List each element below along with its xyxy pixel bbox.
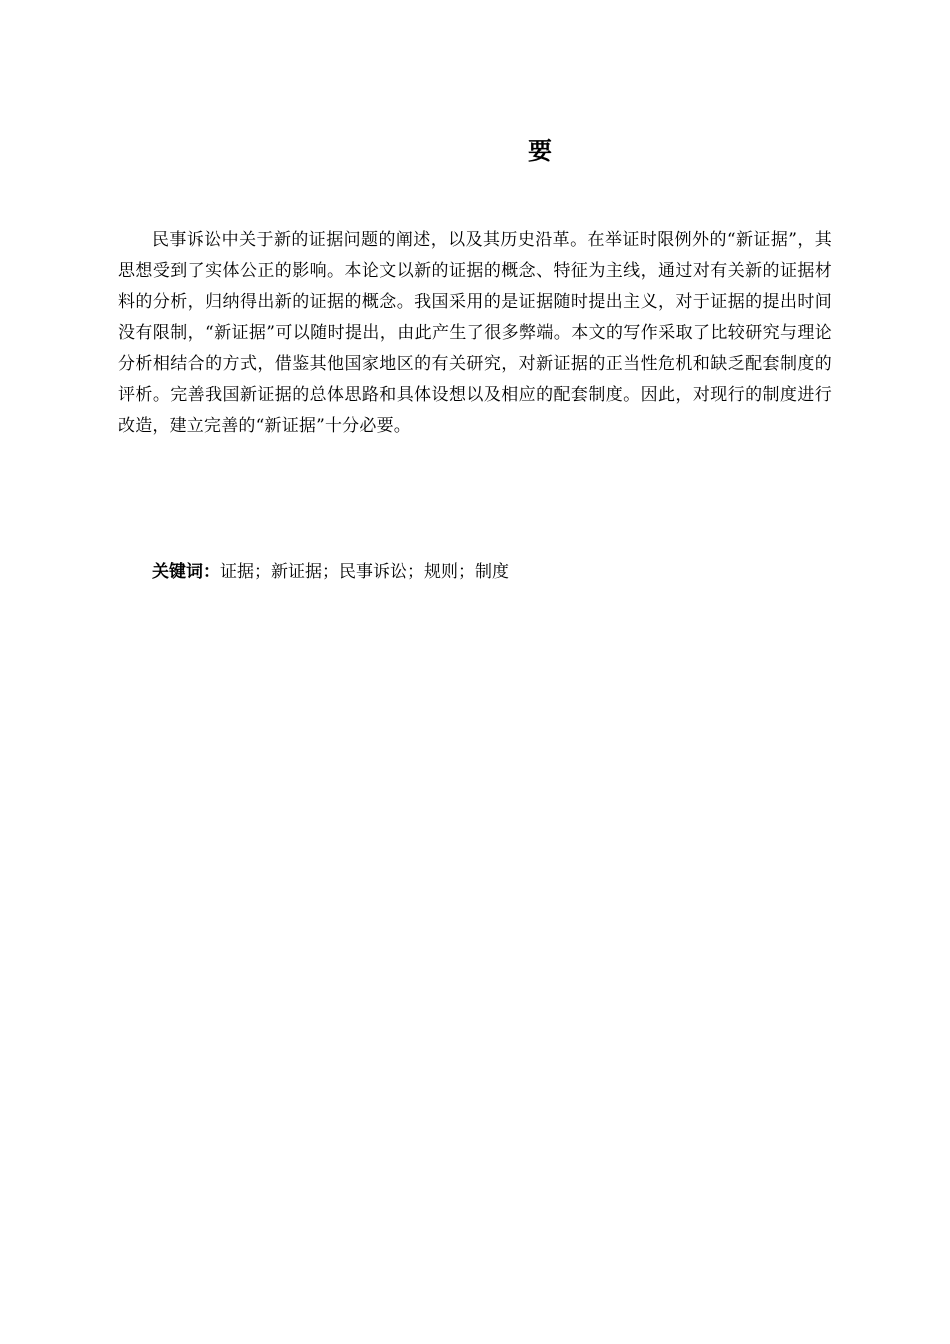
abstract-paragraph: 民事诉讼中关于新的证据问题的阐述，以及其历史沿革。在举证时限例外的“新证据”，其思想受到了实体公正的影响。本论文以新的证据的概念、特征为主线，通过对有关新的证据材料的分析，归纳得出新的证据的概念。我国采用的是证据随时提出主义，对于证据的提出时间没有限制，“新证据”可以随时提出，由此产生了很多弊端。本文的写作采取了比较研究与理论分析相结合的方式，借鉴其他国家地区的有关研究，对新证据的正当性危机和缺乏配套制度的评析。完善我国新证据的总体思路和具体设想以及相应的配套制度。因此，对现行的制度进行改造，建立完善的“新证据”十分必要。 xyxy=(118,230,832,436)
keywords-line xyxy=(118,557,832,588)
keywords-value: 证据；新证据；民事诉讼；规则；制度 xyxy=(220,562,509,582)
keywords-label: 关键词： xyxy=(152,562,220,582)
page-title: 要 xyxy=(528,137,552,165)
